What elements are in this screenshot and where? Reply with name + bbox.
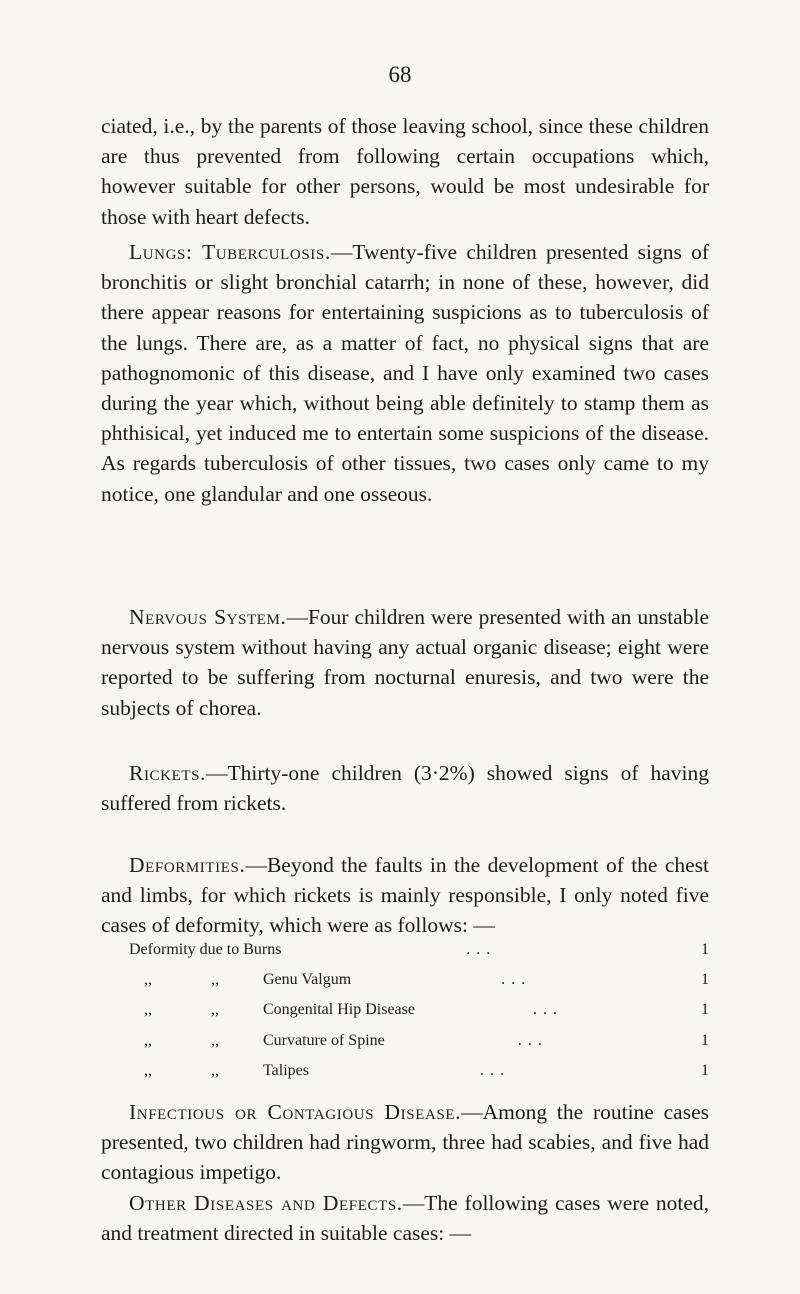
list-item: [129, 941, 709, 971]
ditto-mark: ,,: [211, 971, 219, 989]
ditto-mark: ,,: [211, 1001, 219, 1019]
ditto-mark: ,,: [144, 1001, 152, 1019]
ditto-mark: ,,: [211, 1031, 219, 1049]
paragraph-deformities: [101, 850, 709, 941]
deformity-name: Burns: [243, 941, 282, 958]
deformity-name: Congenital Hip Disease: [263, 1001, 415, 1019]
paragraph-infectious-disease: [101, 1097, 709, 1188]
paragraph-rickets: [101, 758, 709, 818]
paragraph-lungs-tuberculosis: [101, 237, 709, 509]
section-heading: Nervous System.: [129, 605, 287, 629]
list-item: [129, 1062, 709, 1092]
list-item: [129, 1001, 709, 1031]
deformity-count: 1: [701, 971, 709, 989]
deformity-count: 1: [701, 1061, 709, 1079]
section-heading: Deformities.: [129, 853, 246, 877]
list-item: [129, 1032, 709, 1062]
leader-dots: ...: [532, 1001, 563, 1019]
paragraph-text: —Four children were presented with an unstable nervous system without having any actual organic disease; eight were reported to be suffering from nocturnal enuresis, and two were the subjects of chorea.: [101, 605, 709, 720]
leader-dots: ...: [479, 1061, 510, 1079]
section-heading: Lungs: Tuberculosis.: [129, 240, 331, 264]
deformity-prefix: Deformity due to: [129, 941, 240, 958]
ditto-mark: ,,: [144, 1031, 152, 1049]
paragraph-heart-defects: [101, 111, 709, 232]
list-item: [129, 971, 709, 1001]
paragraph-text: —Thirty-one children (3·2%) showed signs of having suffered from rickets.: [101, 761, 709, 816]
paragraph-text: —Twenty-five children presented signs of bronchitis or slight bronchial catarrh; in none of these, however, did there appear reasons for entertaining suspicions as to tuberculosis of the lungs. There are, as a matter of fact, no physical signs that are pathognomonic of this disease, and I have only examined two cases during the year which, without being able definitely to stamp them as phthisical, yet induced me to entertain some suspicions of the disease. As regards tuberculosis of other tissues, two cases only came to my notice, one glandular and one osseous.: [101, 240, 709, 506]
section-heading: Other Diseases and Defects.: [129, 1191, 403, 1215]
paragraph-text: —Among the routine cases presented, two children had ringworm, three had scabies, and five had contagious impetigo.: [101, 1100, 709, 1185]
page-number: 68: [388, 62, 412, 87]
leader-dots: ...: [466, 941, 497, 958]
leader-dots: ...: [517, 1031, 548, 1049]
paragraph-text: —The following cases were noted, and treatment directed in suitable cases: —: [101, 1191, 709, 1246]
section-heading: Rickets.: [129, 761, 207, 785]
deformity-name: Talipes: [263, 1061, 309, 1079]
ditto-mark: ,,: [144, 971, 152, 989]
ditto-mark: ,,: [211, 1061, 219, 1079]
deformity-count: 1: [701, 941, 709, 958]
paragraph-nervous-system: [101, 602, 709, 723]
paragraph-text: ciated, i.e., by the parents of those leaving school, since these children are thus prevented from following certain occupations which, however suitable for other persons, would be most undesirable for those with heart defects.: [101, 114, 709, 229]
deformity-count: 1: [701, 1031, 709, 1049]
section-heading: Infectious or Contagious Disease.: [129, 1100, 462, 1124]
deformity-name: Genu Valgum: [263, 971, 352, 989]
deformity-name: Curvature of Spine: [263, 1031, 385, 1049]
leader-dots: ...: [501, 971, 532, 989]
deformity-count: 1: [701, 1001, 709, 1019]
paragraph-text: —Beyond the faults in the development of the chest and limbs, for which rickets is mainly responsible, I only noted five cases of deformity, which were as follows: —: [101, 853, 709, 938]
ditto-mark: ,,: [144, 1061, 152, 1079]
paragraph-other-diseases: [101, 1188, 709, 1248]
deformities-list: [129, 941, 709, 1092]
